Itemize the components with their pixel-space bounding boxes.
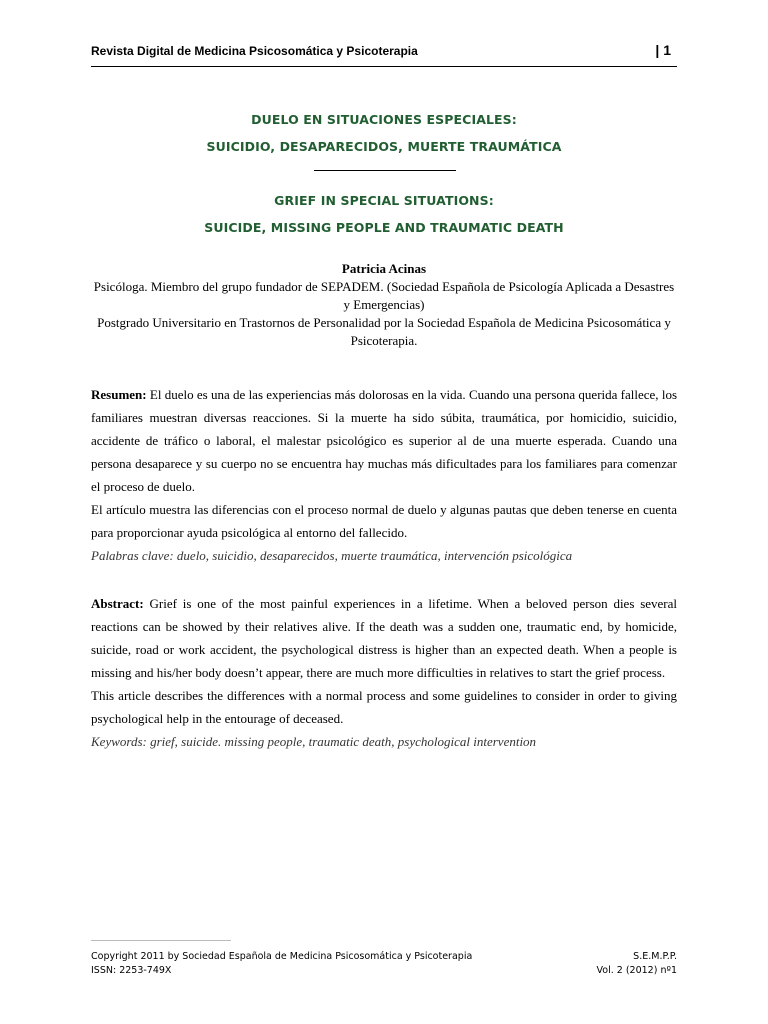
spanish-title-line-2: SUICIDIO, DESAPARECIDOS, MUERTE TRAUMÁTICA (206, 139, 562, 154)
resumen-text-1: El duelo es una de las experiencias más dolorosas en la vida. Cuando una persona querida fallece, los familiares muestran diversas reacciones. Si la muerte ha sido súbita, traumática, por homicidio, suicidio, accidente de tráfico o laboral, el malestar psicológico es superior al de una muerte esperada. Cuando una persona desaparece y su cuerpo no se encuentra hay muchas más dificultades para los familiares para comenzar el proceso de duelo. (91, 387, 678, 494)
english-title-line-2: SUICIDE, MISSING PEOPLE AND TRAUMATIC DEATH (204, 220, 564, 235)
spanish-title-line-1: DUELO EN SITUACIONES ESPECIALES: (251, 112, 517, 127)
title-divider (314, 170, 456, 171)
affiliation-1: Psicóloga. Miembro del grupo fundador de SEPADEM. (Sociedad Española de Psicología Aplicada a Desastres y Emergencias) (93, 279, 675, 312)
abstract-paragraph-2: This article describes the differences with a normal process and some guidelines to consider in order to giving psychological help in the entourage of deceased. (91, 688, 677, 726)
author-affiliation (91, 278, 677, 350)
author-name: Patricia Acinas (341, 261, 427, 276)
abstract-keywords: Keywords: grief, suicide. missing people, traumatic death, psychological intervention (91, 734, 537, 749)
header-divider (91, 66, 677, 67)
abstract-paragraph-1 (91, 592, 677, 684)
footer-copyright: Copyright 2011 by Sociedad Española de Medicina Psicosomática y Psicoterapia (91, 951, 473, 962)
resumen-paragraph-1 (91, 383, 677, 498)
resumen-paragraph-2: El artículo muestra las diferencias con el proceso normal de duelo y algunas pautas que deben tenerse en cuenta para proporcionar ayuda psicológica al entorno del fallecido. (91, 502, 677, 540)
abstract-text-1: Grief is one of the most painful experiences in a lifetime. When a beloved person dies several reactions can be showed by their relatives alive. If the death was a sudden one, traumatic end, by homicide, suicide, road or work accident, the psychological distress is higher than an expected death. When a people is missing and his/her body doesn’t appear, there are much more difficulties in relatives to start the grief process. (91, 596, 677, 680)
running-header (91, 44, 671, 66)
english-title-line-1: GRIEF IN SPECIAL SITUATIONS: (274, 193, 494, 208)
footer-society: S.E.M.P.P. (633, 951, 677, 962)
abstract-section (91, 592, 677, 753)
journal-title: Revista Digital de Medicina Psicosomática y Psicoterapia (91, 44, 418, 58)
footer-divider (91, 940, 231, 941)
affiliation-2: Postgrado Universitario en Trastornos de Personalidad por la Sociedad Española de Medicina Psicosomática y Psicoterapia. (97, 315, 671, 348)
footer-issn: ISSN: 2253-749X (91, 965, 172, 976)
abstract-label: Abstract: (91, 596, 144, 611)
resumen-keywords: Palabras clave: duelo, suicidio, desaparecidos, muerte traumática, intervención psicológica (91, 548, 573, 563)
resumen-label: Resumen: (91, 387, 147, 402)
footer-volume: Vol. 2 (2012) nº1 (596, 965, 677, 976)
page-number: | 1 (655, 42, 671, 58)
resumen-section (91, 383, 677, 567)
